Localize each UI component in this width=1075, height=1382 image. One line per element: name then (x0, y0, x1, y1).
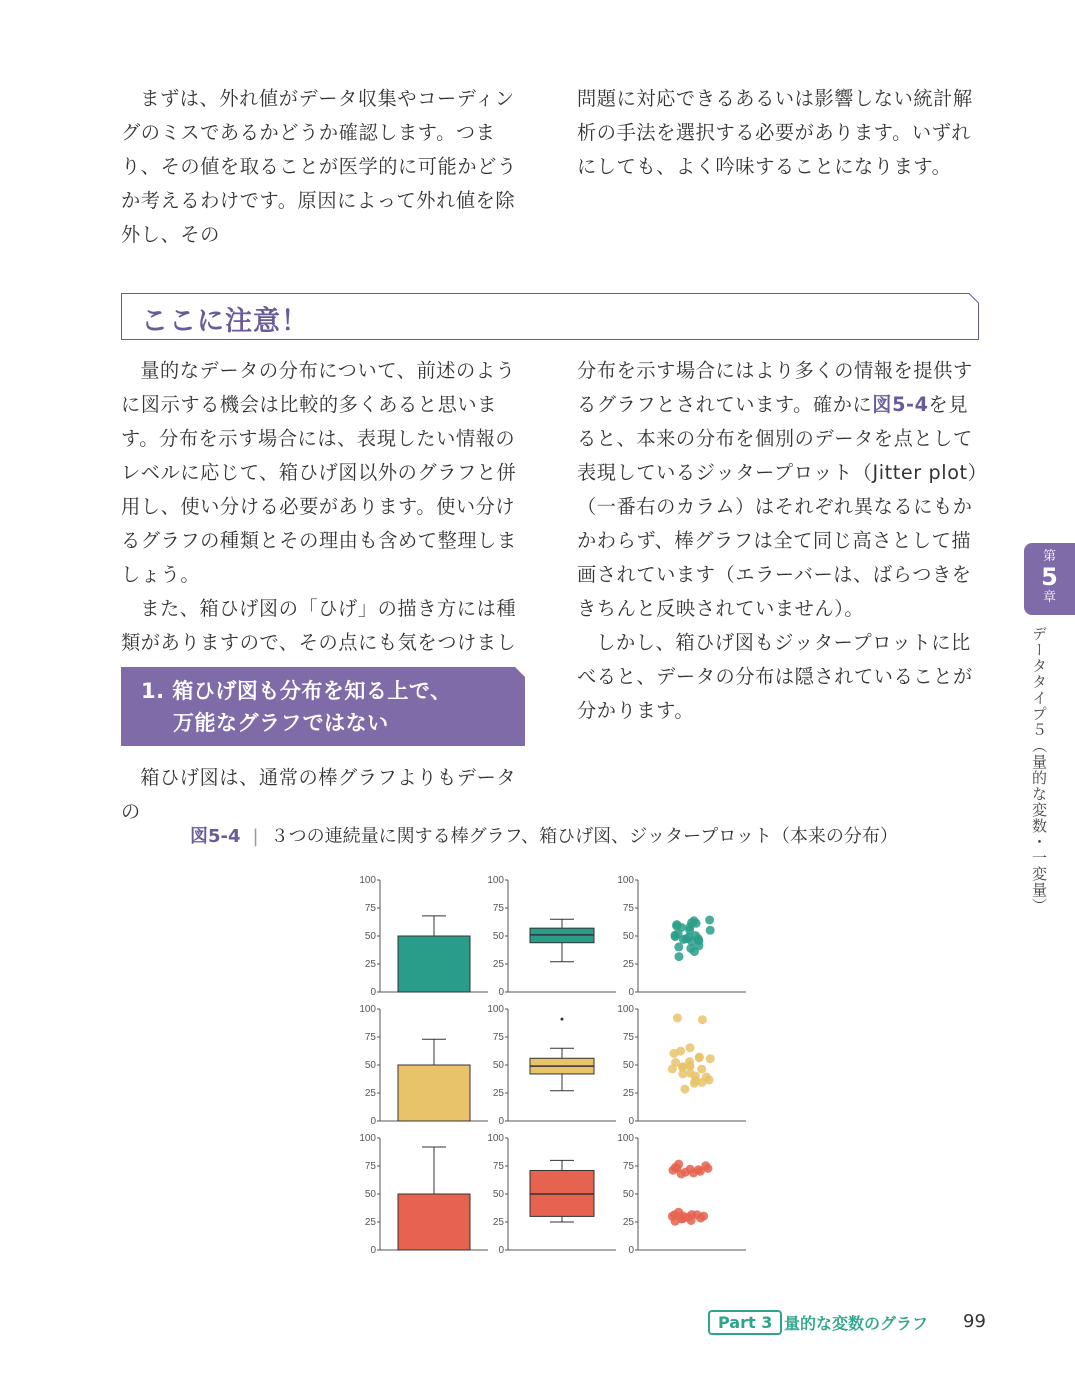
part-badge: Part 3 (708, 1310, 782, 1335)
top-left-paragraph (121, 82, 527, 252)
jitter-point (682, 934, 691, 943)
y-tick-label: 75 (492, 903, 504, 914)
y-tick-label: 0 (370, 987, 376, 998)
y-tick-label: 100 (487, 1133, 504, 1144)
note-box (121, 293, 979, 340)
y-tick-label: 50 (622, 1189, 634, 1200)
jitter-point (681, 1168, 690, 1177)
bar (398, 1194, 470, 1250)
y-tick-label: 25 (622, 959, 634, 970)
y-tick-label: 75 (492, 1032, 504, 1043)
box-outlier (561, 1018, 564, 1021)
y-tick-label: 100 (617, 1133, 634, 1144)
jitter-point (694, 936, 703, 945)
jitter-point (697, 1065, 706, 1074)
y-tick-label: 75 (622, 1161, 634, 1172)
top-right-paragraph (577, 82, 983, 184)
mid-right-text-b: を見ると、本来の分布を個別のデータを点として表現しているジッタープロット（Jitter plot）（一番右のカラム）はそれぞれ異なるにもかかわらず、棒グラフは全て同じ高さとして描画されています（エラーバーは、ばらつきをきちんと反映されていません）。 (577, 393, 978, 620)
chapter-number: 5 (1041, 563, 1058, 591)
y-tick-label: 100 (487, 1004, 504, 1015)
jitter-point (680, 1085, 689, 1094)
y-tick-label: 0 (628, 1245, 634, 1256)
chapter-tab-bottom: 章 (1042, 590, 1056, 605)
y-tick-label: 25 (622, 1217, 634, 1228)
top-left-text: まずは、外れ値がデータ収集やコーディングのミスであるかどうか確認します。つまり、その値を取ることが医学的に可能かどうか考えるわけです。原因によって外れ値を除外し、その (121, 87, 517, 246)
y-tick-label: 25 (492, 1088, 504, 1099)
chapter-tab (1024, 543, 1075, 615)
figure-reference: 図5-4 (872, 393, 929, 416)
jitter-point (677, 923, 686, 932)
bar (398, 936, 470, 992)
y-tick-label: 100 (617, 1004, 634, 1015)
mid-left-paragraph-2: また、箱ひげ図の「ひげ」の描き方には種類がありますので、その点にも気をつけまし (121, 597, 517, 654)
jitter-point (691, 1076, 700, 1085)
y-tick-label: 75 (364, 1161, 376, 1172)
chapter-side-title: データタイプ５（量的な変数・一変量） (1030, 626, 1048, 914)
y-tick-label: 0 (498, 987, 504, 998)
mid-right-paragraph-2: しかし、箱ひげ図もジッタープロットに比べると、データの分布は隠されていることが分かります。 (577, 631, 973, 722)
y-tick-label: 50 (492, 931, 504, 942)
y-tick-label: 50 (364, 931, 376, 942)
section-heading (121, 667, 525, 746)
jitter-point (687, 1216, 696, 1225)
jitter-point (686, 1069, 695, 1078)
y-tick-label: 75 (492, 1161, 504, 1172)
mid-right-text-a: 分布を示す場合にはより多くの情報を提供するグラフとされています。確かに (577, 359, 973, 416)
figure-chart (350, 868, 750, 1258)
y-tick-label: 50 (364, 1189, 376, 1200)
y-tick-label: 50 (622, 1060, 634, 1071)
jitter-point (671, 1163, 680, 1172)
jitter-point (692, 919, 701, 928)
mid-left-paragraph-3: 箱ひげ図は、通常の棒グラフよりもデータの (121, 766, 517, 823)
y-tick-label: 100 (359, 1004, 376, 1015)
figure-caption (190, 822, 898, 848)
jitter-point (676, 1047, 685, 1056)
figure-label: 図5-4 (190, 826, 241, 847)
y-tick-label: 25 (622, 1088, 634, 1099)
jitter-point (673, 1014, 682, 1023)
y-tick-label: 100 (359, 1133, 376, 1144)
jitter-point (706, 926, 715, 935)
mid-left-column (121, 354, 527, 694)
jitter-point (675, 952, 684, 961)
jitter-point (698, 1015, 707, 1024)
y-tick-label: 100 (487, 875, 504, 886)
y-tick-label: 75 (622, 1032, 634, 1043)
jitter-point (671, 932, 680, 941)
chapter-tab-top: 第 (1042, 549, 1056, 564)
y-tick-label: 0 (498, 1245, 504, 1256)
y-tick-label: 0 (498, 1116, 504, 1127)
figure-caption-text: ３つの連続量に関する棒グラフ、箱ひげ図、ジッタープロット（本来の分布） (270, 826, 898, 847)
jitter-point (671, 1058, 680, 1067)
note-title: ここに注意！ (141, 306, 309, 337)
y-tick-label: 75 (364, 1032, 376, 1043)
y-tick-label: 25 (492, 959, 504, 970)
jitter-point (686, 944, 695, 953)
mid-left-column-2 (121, 761, 527, 829)
bar (398, 1065, 470, 1121)
y-tick-label: 50 (622, 931, 634, 942)
jitter-point (701, 1161, 710, 1170)
figure-separator: | (252, 826, 259, 847)
y-tick-label: 100 (617, 875, 634, 886)
y-tick-label: 25 (364, 959, 376, 970)
y-tick-label: 25 (364, 1217, 376, 1228)
jitter-point (674, 942, 683, 951)
top-right-text: 問題に対応できるあるいは影響しない統計解析の手法を選択する必要があります。いずれにしても、よく吟味することになります。 (577, 87, 973, 178)
y-tick-label: 50 (492, 1060, 504, 1071)
y-tick-label: 0 (370, 1116, 376, 1127)
page-number: 99 (963, 1311, 986, 1332)
y-tick-label: 0 (628, 1116, 634, 1127)
jitter-point (695, 1053, 704, 1062)
jitter-point (705, 916, 714, 925)
jitter-point (706, 1054, 715, 1063)
jitter-point (671, 1217, 680, 1226)
section-heading-line-1: 1. 箱ひげ図も分布を知る上で、 (141, 679, 452, 703)
y-tick-label: 25 (364, 1088, 376, 1099)
y-tick-label: 50 (492, 1189, 504, 1200)
y-tick-label: 75 (622, 903, 634, 914)
section-heading-line-2: 万能なグラフではない (173, 711, 389, 735)
part-title: 量的な変数のグラフ (784, 1314, 929, 1333)
y-tick-label: 25 (492, 1217, 504, 1228)
y-tick-label: 50 (364, 1060, 376, 1071)
mid-left-paragraph-1: 量的なデータの分布について、前述のように図示する機会は比較的多くあると思います。分布を示す場合には、表現したい情報のレベルに応じて、箱ひげ図以外のグラフと併用し、使い分ける必要があります。使い分けるグラフの種類とその理由も含めて整理しましょう。 (121, 359, 517, 586)
y-tick-label: 0 (628, 987, 634, 998)
jitter-point (696, 1214, 705, 1223)
jitter-point (686, 1043, 695, 1052)
y-tick-label: 0 (370, 1245, 376, 1256)
y-tick-label: 100 (359, 875, 376, 886)
y-tick-label: 75 (364, 903, 376, 914)
mid-right-column (577, 354, 983, 728)
jitter-point (678, 1211, 687, 1220)
